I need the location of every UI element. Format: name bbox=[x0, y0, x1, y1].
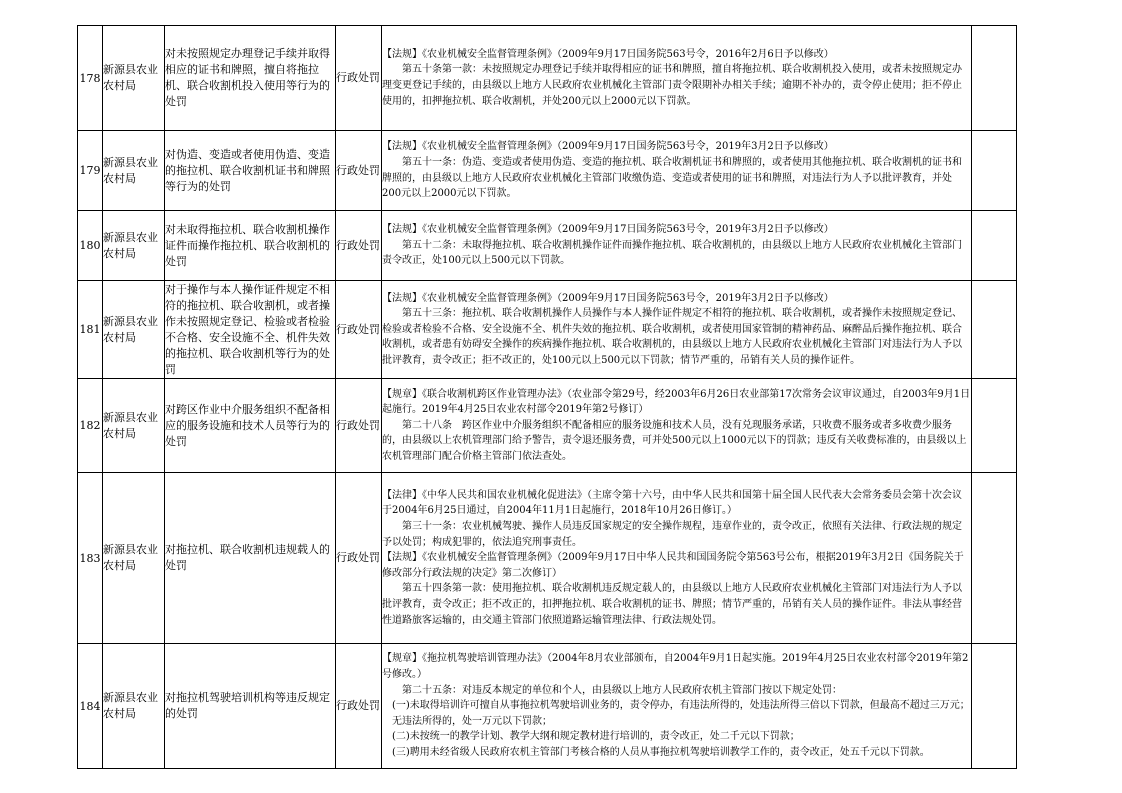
table-row bbox=[78, 131, 1017, 211]
penalty-item: 对未按照规定办理登记手续并取得相应的证书和牌照，擅自将拖拉机、联合收割机投入使用等行为的处罚 bbox=[165, 26, 336, 131]
department: 新源县农业农村局 bbox=[103, 281, 165, 379]
legal-basis bbox=[382, 211, 972, 281]
basis-source: 【规章】《拖拉机驾驶培训管理办法》（2004年8月农业部颁布，自2004年9月1日起实施。2019年4月25日农业农村部令2019年第2号修改。） bbox=[382, 653, 969, 681]
legal-basis bbox=[382, 26, 972, 131]
remarks-cell bbox=[972, 26, 1017, 131]
basis-source: 【法规】《农业机械安全监督管理条例》（2009年9月17日国务院563号令，2019年3月2日予以修改） bbox=[382, 141, 834, 153]
department: 新源县农业农村局 bbox=[103, 644, 165, 769]
legal-basis bbox=[382, 473, 972, 644]
basis-source: 【法规】《农业机械安全监督管理条例》（2009年9月17日国务院563号令，2019年3月2日予以修改） bbox=[382, 292, 834, 304]
basis-subclause: (三)聘用未经省级人民政府农机主管部门考核合格的人员从事拖拉机驾驶培训教学工作的，责令改正，处五千元以下罚款。 bbox=[392, 746, 930, 758]
basis-source: 【法规】《农业机械安全监督管理条例》（2009年9月17日国务院563号令，2019年3月2日予以修改） bbox=[382, 224, 834, 236]
department: 新源县农业农村局 bbox=[103, 131, 165, 211]
remarks-cell bbox=[972, 131, 1017, 211]
penalty-item: 对跨区作业中介服务组织不配备相应的服务设施和技术人员等行为的处罚 bbox=[165, 379, 336, 473]
basis-clause: 第五十四条第一款：使用拖拉机、联合收割机违反规定载人的，由县级以上地方人民政府农业机械化主管部门对违法行为人予以批评教育，责令改正；拒不改正的，扣押拖拉机、联合收割机的证书、牌照；情节严重的，吊销有关人员的操作证件。非法从事经营性道路旅客运输的，由交通主管部门依照道路运输管理法律、行政法规处罚。 bbox=[382, 583, 962, 626]
table-row bbox=[78, 26, 1017, 131]
penalty-type: 行政处罚 bbox=[336, 379, 382, 473]
row-number: 182 bbox=[78, 379, 103, 473]
penalty-item: 对于操作与本人操作证件规定不相符的拖拉机、联合收割机，或者操作未按照规定登记、检验或者检验不合格、安全设施不全、机件失效的拖拉机、联合收割机等行为的处罚 bbox=[165, 281, 336, 379]
penalty-item: 对伪造、变造或者使用伪造、变造的拖拉机、联合收割机证书和牌照等行为的处罚 bbox=[165, 131, 336, 211]
department: 新源县农业农村局 bbox=[103, 379, 165, 473]
basis-subclause: (一)未取得培训许可擅自从事拖拉机驾驶培训业务的，责令停办，有违法所得的，处违法所得三倍以下罚款，但最高不超过三万元；无违法所得的，处一万元以下罚款； bbox=[392, 700, 970, 727]
table-row bbox=[78, 211, 1017, 281]
table-row bbox=[78, 473, 1017, 644]
penalty-type: 行政处罚 bbox=[336, 211, 382, 281]
remarks-cell bbox=[972, 644, 1017, 769]
basis-source: 【法律】《中华人民共和国农业机械化促进法》（主席令第十六号，由中华人民共和国第十届全国人民代表大会常务委员会第十次会议于2004年6月25日通过，自2004年11月1日起施行，2018年10月26日修订。） bbox=[382, 489, 962, 517]
penalty-item: 对未取得拖拉机、联合收割机操作证件而操作拖拉机、联合收割机的处罚 bbox=[165, 211, 336, 281]
basis-clause: 第五十三条：拖拉机、联合收割机操作人员操作与本人操作证件规定不相符的拖拉机、联合收割机，或者操作未按照规定登记、检验或者检验不合格、安全设施不全、机件失效的拖拉机、联合收割机，或者使用国家管制的精神药品、麻醉品后操作拖拉机、联合收割机，或者患有妨碍安全操作的疾病操作拖拉机、联合收割机的，由县级以上地方人民政府农业机械化主管部门对违法行为人予以批评教育，责令改正；拒不改正的，处100元以上500元以下罚款；情节严重的，吊销有关人员的操作证件。 bbox=[382, 308, 962, 366]
basis-subclause: (二)未按统一的教学计划、教学大纲和规定教材进行培训的，责令改正，处二千元以下罚款； bbox=[392, 731, 800, 743]
row-number: 178 bbox=[78, 26, 103, 131]
penalty-item: 对拖拉机驾驶培训机构等违反规定的处罚 bbox=[165, 644, 336, 769]
row-number: 184 bbox=[78, 644, 103, 769]
remarks-cell bbox=[972, 473, 1017, 644]
table-row bbox=[78, 379, 1017, 473]
penalty-type: 行政处罚 bbox=[336, 644, 382, 769]
penalty-type: 行政处罚 bbox=[336, 131, 382, 211]
penalty-type: 行政处罚 bbox=[336, 26, 382, 131]
table-row bbox=[78, 644, 1017, 769]
basis-clause: 第三十一条：农业机械驾驶、操作人员违反国家规定的安全操作规程，违章作业的，责令改正，依照有关法律、行政法规的规定予以处罚；构成犯罪的，依法追究刑事责任。 bbox=[382, 521, 962, 548]
row-number: 179 bbox=[78, 131, 103, 211]
basis-source: 【法规】《农业机械安全监督管理条例》（2009年9月17日中华人民共和国国务院令第563号公布，根据2019年3月2日《国务院关于修改部分行政法规的决定》第二次修订） bbox=[382, 552, 964, 579]
penalty-table bbox=[77, 25, 1017, 769]
legal-basis bbox=[382, 644, 972, 769]
legal-basis bbox=[382, 281, 972, 379]
penalty-type: 行政处罚 bbox=[336, 473, 382, 644]
basis-clause: 第五十条第一款：未按照规定办理登记手续并取得相应的证书和牌照，擅自将拖拉机、联合收割机投入使用，或者未按照规定办理变更登记手续的，由县级以上地方人民政府农业机械化主管部门责令限期补办相关手续；逾期不补办的，责令停止使用；拒不停止使用的，扣押拖拉机、联合收割机，并处200元以上2000元以下罚款。 bbox=[382, 64, 962, 107]
basis-clause: 第二十五条：对违反本规定的单位和个人，由县级以上地方人民政府农机主管部门按以下规定处罚： bbox=[402, 684, 842, 696]
basis-clause: 第五十二条：未取得拖拉机、联合收割机操作证件而操作拖拉机、联合收割机的，由县级以上地方人民政府农业机械化主管部门责令改正，处100元以上500元以下罚款。 bbox=[382, 239, 962, 267]
penalty-type: 行政处罚 bbox=[336, 281, 382, 379]
department: 新源县农业农村局 bbox=[103, 26, 165, 131]
basis-clause: 第二十八条 跨区作业中介服务组织不配备相应的服务设施和技术人员，没有兑现服务承诺，只收费不服务或者多收费少服务的，由县级以上农机管理部门给予警告，责令退还服务费，可并处500元以上1000元以下的罚款；违反有关收费标准的，由县级以上农机管理部门配合价格主管部门依法查处。 bbox=[382, 419, 967, 462]
basis-source: 【法规】《农业机械安全监督管理条例》（2009年9月17日国务院563号令，2016年2月6日予以修改） bbox=[382, 48, 834, 60]
department: 新源县农业农村局 bbox=[103, 473, 165, 644]
legal-basis bbox=[382, 379, 972, 473]
remarks-cell bbox=[972, 379, 1017, 473]
row-number: 183 bbox=[78, 473, 103, 644]
remarks-cell bbox=[972, 211, 1017, 281]
basis-clause: 第五十一条：伪造、变造或者使用伪造、变造的拖拉机、联合收割机证书和牌照的，或者使用其他拖拉机、联合收割机的证书和牌照的，由县级以上地方人民政府农业机械化主管部门收缴伪造、变造或者使用的证书和牌照，对违法行为人予以批评教育，并处200元以上2000元以下罚款。 bbox=[382, 156, 962, 200]
row-number: 180 bbox=[78, 211, 103, 281]
basis-source: 【规章】《联合收割机跨区作业管理办法》（农业部令第29号，经2003年6月26日农业部第17次常务会议审议通过，自2003年9月1日起施行。2019年4月25日农业农村部令2019年第2号修订） bbox=[382, 388, 971, 416]
row-number: 181 bbox=[78, 281, 103, 379]
department: 新源县农业农村局 bbox=[103, 211, 165, 281]
table-row bbox=[78, 281, 1017, 379]
penalty-item: 对拖拉机、联合收割机违规载人的处罚 bbox=[165, 473, 336, 644]
remarks-cell bbox=[972, 281, 1017, 379]
legal-basis bbox=[382, 131, 972, 211]
